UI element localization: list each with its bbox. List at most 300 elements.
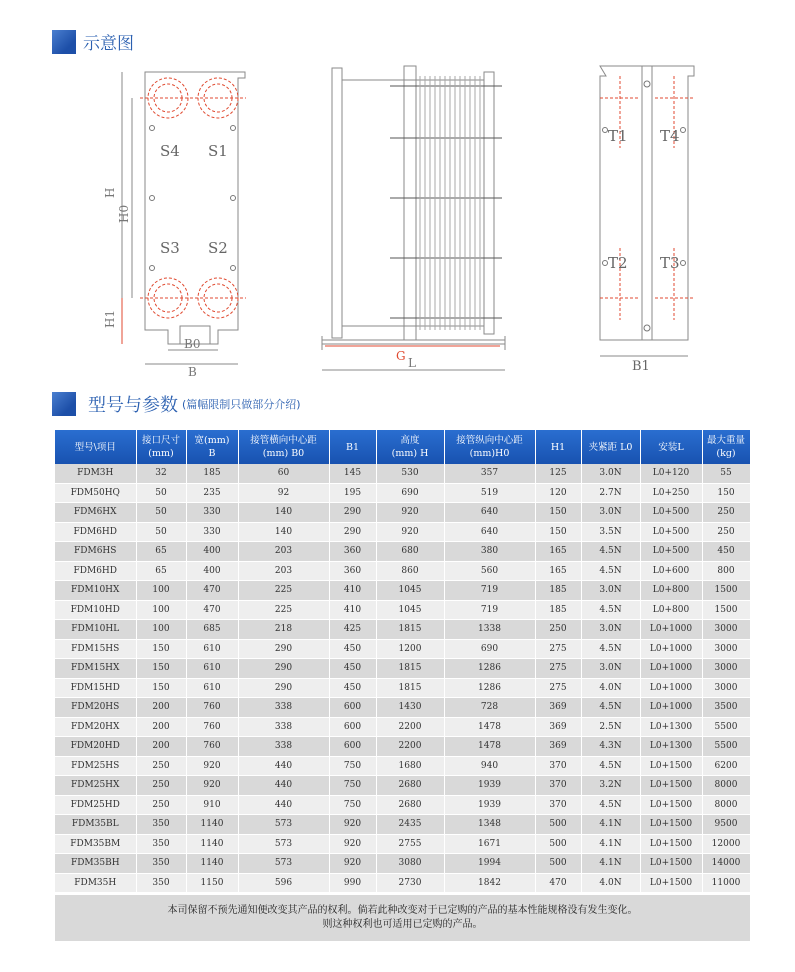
dim-label-l: L	[408, 356, 416, 370]
section-title-diagram: 示意图	[83, 34, 134, 54]
section-header-specs	[52, 391, 301, 417]
table-cell: 150	[702, 483, 750, 503]
table-cell: 1150	[186, 873, 238, 893]
table-cell: 250	[702, 503, 750, 523]
table-header-text: 最大重量	[706, 435, 745, 446]
table-cell: 640	[444, 522, 535, 542]
table-cell: 200	[136, 737, 186, 757]
table-cell: 3.0N	[581, 503, 640, 523]
table-cell: 195	[329, 483, 376, 503]
table-row	[55, 542, 750, 562]
table-header-cell	[55, 430, 136, 464]
table-cell: 3.2N	[581, 776, 640, 796]
table-cell: 1500	[702, 600, 750, 620]
table-cell: 560	[444, 561, 535, 581]
table-cell: 150	[136, 678, 186, 698]
table-cell: 920	[329, 854, 376, 874]
section-title-specs: 型号与参数	[88, 395, 178, 416]
port-label-s2: S2	[208, 239, 228, 257]
table-cell: 600	[329, 698, 376, 718]
table-cell: 275	[535, 678, 581, 698]
table-cell: 3.0N	[581, 620, 640, 640]
section-marker-icon	[52, 30, 76, 54]
table-header-cell	[238, 430, 329, 464]
table-cell: L0+1500	[640, 776, 702, 796]
table-cell: L0+250	[640, 483, 702, 503]
table-cell: L0+1500	[640, 756, 702, 776]
table-cell: 360	[329, 542, 376, 562]
table-cell: 690	[376, 483, 444, 503]
table-cell: 4.5N	[581, 795, 640, 815]
table-cell: L0+1000	[640, 620, 702, 640]
table-cell: 92	[238, 483, 329, 503]
dim-label-h: H	[103, 187, 117, 198]
table-row	[55, 873, 750, 893]
table-cell: FDM15HD	[55, 678, 136, 698]
table-cell: 1478	[444, 737, 535, 757]
table-cell: 4.5N	[581, 639, 640, 659]
table-cell: 1338	[444, 620, 535, 640]
table-cell: 185	[186, 464, 238, 483]
table-cell: 990	[329, 873, 376, 893]
table-cell: 338	[238, 698, 329, 718]
table-cell: 290	[238, 678, 329, 698]
table-cell: 5500	[702, 737, 750, 757]
table-row	[55, 854, 750, 874]
table-cell: 369	[535, 737, 581, 757]
table-cell: 596	[238, 873, 329, 893]
table-cell: 2.5N	[581, 717, 640, 737]
table-cell: L0+500	[640, 542, 702, 562]
table-cell: 1994	[444, 854, 535, 874]
table-cell: 573	[238, 854, 329, 874]
table-cell: 2200	[376, 717, 444, 737]
table-cell: 200	[136, 698, 186, 718]
table-header-cell	[640, 430, 702, 464]
table-cell: 920	[329, 815, 376, 835]
table-header-text: (mm) H	[391, 448, 429, 459]
table-cell: 920	[376, 522, 444, 542]
table-row	[55, 834, 750, 854]
port-label-t4: T4	[660, 127, 680, 145]
table-cell: 530	[376, 464, 444, 483]
front-view-diagram	[122, 72, 246, 364]
table-cell: FDM15HX	[55, 659, 136, 679]
table-cell: 100	[136, 581, 186, 601]
table-cell: L0+120	[640, 464, 702, 483]
table-cell: 369	[535, 717, 581, 737]
table-cell: 250	[136, 795, 186, 815]
table-row	[55, 717, 750, 737]
table-cell: 100	[136, 600, 186, 620]
table-cell: 4.5N	[581, 600, 640, 620]
table-cell: FDM6HX	[55, 503, 136, 523]
table-cell: 728	[444, 698, 535, 718]
table-cell: 218	[238, 620, 329, 640]
table-cell: 290	[238, 659, 329, 679]
table-cell: L0+800	[640, 581, 702, 601]
dim-label-b1: B1	[632, 359, 650, 374]
table-cell: 3080	[376, 854, 444, 874]
table-header-text: 高度	[400, 435, 420, 446]
table-cell: FDM35BM	[55, 834, 136, 854]
table-cell: 685	[186, 620, 238, 640]
table-cell: 150	[535, 522, 581, 542]
table-cell: 350	[136, 854, 186, 874]
table-cell: 860	[376, 561, 444, 581]
table-cell: 450	[329, 639, 376, 659]
table-cell: 370	[535, 756, 581, 776]
port-label-s1: S1	[208, 142, 228, 160]
table-cell: 338	[238, 717, 329, 737]
table-cell: 920	[329, 834, 376, 854]
table-cell: 600	[329, 717, 376, 737]
table-cell: 8000	[702, 795, 750, 815]
table-cell: 3000	[702, 678, 750, 698]
table-cell: L0+1500	[640, 795, 702, 815]
table-cell: L0+1500	[640, 873, 702, 893]
table-cell: 719	[444, 581, 535, 601]
table-cell: 50	[136, 522, 186, 542]
table-cell: FDM25HX	[55, 776, 136, 796]
table-row	[55, 659, 750, 679]
table-row	[55, 795, 750, 815]
table-cell: 470	[186, 600, 238, 620]
table-row	[55, 756, 750, 776]
table-cell: L0+1000	[640, 659, 702, 679]
table-header-text: (mm) B0	[262, 448, 305, 459]
table-cell: 1286	[444, 659, 535, 679]
table-row	[55, 620, 750, 640]
table-cell: 165	[535, 561, 581, 581]
table-cell: 1815	[376, 678, 444, 698]
table-header-cell	[376, 430, 444, 464]
table-cell: 4.1N	[581, 815, 640, 835]
table-header-cell	[186, 430, 238, 464]
dim-label-g: G	[396, 349, 406, 363]
table-cell: 380	[444, 542, 535, 562]
table-cell: 330	[186, 503, 238, 523]
table-cell: L0+500	[640, 503, 702, 523]
table-cell: 440	[238, 756, 329, 776]
table-cell: 250	[136, 776, 186, 796]
table-cell: 140	[238, 522, 329, 542]
table-header-cell	[581, 430, 640, 464]
table-cell: L0+1500	[640, 834, 702, 854]
dim-label-h0: H0	[117, 204, 131, 223]
table-cell: 11000	[702, 873, 750, 893]
table-cell: 185	[535, 581, 581, 601]
table-cell: 1200	[376, 639, 444, 659]
table-cell: 4.5N	[581, 756, 640, 776]
port-label-t3: T3	[660, 254, 680, 272]
table-cell: 235	[186, 483, 238, 503]
table-cell: 2680	[376, 776, 444, 796]
table-cell: 440	[238, 795, 329, 815]
disclaimer-line-1: 本司保留不预先通知便改变其产品的权利。倘若此种改变对于已定购的产品的基本性能规格没有发生变化。	[167, 905, 638, 916]
table-row	[55, 678, 750, 698]
table-cell: 440	[238, 776, 329, 796]
table-cell: 600	[329, 737, 376, 757]
table-cell: FDM6HS	[55, 542, 136, 562]
table-cell: 760	[186, 737, 238, 757]
table-cell: 203	[238, 561, 329, 581]
table-cell: 800	[702, 561, 750, 581]
table-cell: 719	[444, 600, 535, 620]
table-cell: 410	[329, 581, 376, 601]
table-header-text: 宽(mm)	[194, 435, 230, 446]
table-cell: L0+800	[640, 600, 702, 620]
table-cell: 1815	[376, 620, 444, 640]
table-cell: 500	[535, 815, 581, 835]
table-cell: 60	[238, 464, 329, 483]
table-cell: 200	[136, 717, 186, 737]
table-row	[55, 737, 750, 757]
table-cell: 250	[535, 620, 581, 640]
table-cell: 1140	[186, 815, 238, 835]
table-row	[55, 581, 750, 601]
table-header-text: (kg)	[716, 448, 736, 459]
table-cell: 50	[136, 483, 186, 503]
table-cell: L0+1300	[640, 737, 702, 757]
table-cell: 4.0N	[581, 678, 640, 698]
table-cell: L0+1000	[640, 639, 702, 659]
table-cell: FDM10HX	[55, 581, 136, 601]
port-label-t1: T1	[608, 127, 628, 145]
table-header-text: 型号\项目	[74, 441, 116, 453]
table-header-text: B1	[345, 441, 360, 453]
table-cell: 640	[444, 503, 535, 523]
table-cell: 450	[329, 678, 376, 698]
table-cell: 920	[186, 776, 238, 796]
table-cell: 150	[535, 503, 581, 523]
table-cell: FDM20HD	[55, 737, 136, 757]
table-cell: 1500	[702, 581, 750, 601]
table-cell: FDM35H	[55, 873, 136, 893]
table-cell: 1478	[444, 717, 535, 737]
table-row	[55, 600, 750, 620]
table-cell: 760	[186, 698, 238, 718]
table-cell: 1045	[376, 600, 444, 620]
port-label-t2: T2	[608, 254, 628, 272]
table-cell: 125	[535, 464, 581, 483]
table-cell: 519	[444, 483, 535, 503]
table-cell: 450	[329, 659, 376, 679]
table-cell: 350	[136, 873, 186, 893]
table-cell: 65	[136, 542, 186, 562]
table-cell: 5500	[702, 717, 750, 737]
table-cell: 4.5N	[581, 542, 640, 562]
table-cell: 150	[136, 639, 186, 659]
table-header-text: (mm)H0	[469, 448, 510, 459]
table-cell: 65	[136, 561, 186, 581]
table-cell: FDM20HX	[55, 717, 136, 737]
table-header-text: H1	[550, 441, 566, 453]
table-cell: 32	[136, 464, 186, 483]
table-row	[55, 561, 750, 581]
dim-label-b0: B0	[184, 337, 201, 351]
table-cell: 120	[535, 483, 581, 503]
table-header-cell	[702, 430, 750, 464]
table-cell: 369	[535, 698, 581, 718]
table-cell: 4.3N	[581, 737, 640, 757]
back-view-diagram	[600, 66, 694, 356]
table-cell: 940	[444, 756, 535, 776]
table-cell: 145	[329, 464, 376, 483]
table-cell: 165	[535, 542, 581, 562]
table-cell: L0+1500	[640, 815, 702, 835]
table-cell: 150	[136, 659, 186, 679]
table-cell: 357	[444, 464, 535, 483]
table-cell: FDM6HD	[55, 522, 136, 542]
table-cell: 50	[136, 503, 186, 523]
section-header-diagram	[52, 29, 134, 54]
table-header-cell	[136, 430, 186, 464]
table-cell: 275	[535, 639, 581, 659]
table-cell: 185	[535, 600, 581, 620]
table-cell: L0+500	[640, 522, 702, 542]
table-cell: 3500	[702, 698, 750, 718]
table-cell: 250	[702, 522, 750, 542]
table-cell: 290	[329, 503, 376, 523]
table-cell: 2.7N	[581, 483, 640, 503]
table-cell: FDM35BH	[55, 854, 136, 874]
table-cell: 1348	[444, 815, 535, 835]
table-row	[55, 522, 750, 542]
table-row	[55, 698, 750, 718]
table-cell: 610	[186, 639, 238, 659]
table-cell: L0+1500	[640, 854, 702, 874]
table-cell: 1286	[444, 678, 535, 698]
table-cell: FDM50HQ	[55, 483, 136, 503]
table-cell: FDM15HS	[55, 639, 136, 659]
table-cell: 470	[186, 581, 238, 601]
table-cell: 2680	[376, 795, 444, 815]
table-cell: 1939	[444, 795, 535, 815]
dim-label-b: B	[188, 365, 197, 379]
table-cell: 14000	[702, 854, 750, 874]
section-marker-icon	[52, 392, 76, 416]
table-cell: 250	[136, 756, 186, 776]
table-cell: 910	[186, 795, 238, 815]
dim-label-h1: H1	[103, 309, 117, 328]
table-cell: 3000	[702, 659, 750, 679]
table-cell: 1815	[376, 659, 444, 679]
table-cell: 1045	[376, 581, 444, 601]
table-row	[55, 503, 750, 523]
table-cell: 3000	[702, 620, 750, 640]
table-row	[55, 776, 750, 796]
table-cell: 690	[444, 639, 535, 659]
table-cell: 1842	[444, 873, 535, 893]
table-cell: 2200	[376, 737, 444, 757]
table-row	[55, 639, 750, 659]
table-cell: FDM25HS	[55, 756, 136, 776]
table-cell: 338	[238, 737, 329, 757]
table-cell: 225	[238, 581, 329, 601]
table-cell: 1140	[186, 854, 238, 874]
table-cell: 573	[238, 834, 329, 854]
table-cell: 350	[136, 834, 186, 854]
table-cell: 4.5N	[581, 561, 640, 581]
table-cell: 275	[535, 659, 581, 679]
table-cell: 1671	[444, 834, 535, 854]
table-cell: 610	[186, 659, 238, 679]
table-cell: 425	[329, 620, 376, 640]
table-cell: 1140	[186, 834, 238, 854]
table-header-cell	[535, 430, 581, 464]
table-header-text: 接管横向中心距	[250, 435, 317, 446]
table-cell: 450	[702, 542, 750, 562]
table-cell: 9500	[702, 815, 750, 835]
table-cell: FDM10HL	[55, 620, 136, 640]
side-view-diagram	[322, 66, 505, 370]
table-cell: 2435	[376, 815, 444, 835]
table-cell: 750	[329, 756, 376, 776]
table-cell: FDM3H	[55, 464, 136, 483]
table-cell: 8000	[702, 776, 750, 796]
table-cell: 2755	[376, 834, 444, 854]
table-cell: 4.5N	[581, 698, 640, 718]
table-cell: 1939	[444, 776, 535, 796]
table-cell: 290	[238, 639, 329, 659]
table-cell: 350	[136, 815, 186, 835]
table-cell: 203	[238, 542, 329, 562]
table-header-text: 安装L	[658, 441, 684, 453]
table-cell: 3.5N	[581, 522, 640, 542]
table-cell: 225	[238, 600, 329, 620]
table-cell: 400	[186, 542, 238, 562]
section-note-specs: (篇幅限制只做部分介绍)	[182, 398, 301, 411]
table-cell: FDM20HS	[55, 698, 136, 718]
table-cell: 55	[702, 464, 750, 483]
table-row	[55, 464, 750, 483]
table-cell: 370	[535, 795, 581, 815]
table-cell: 1680	[376, 756, 444, 776]
table-cell: 4.1N	[581, 834, 640, 854]
disclaimer-footer	[55, 895, 750, 941]
table-cell: 140	[238, 503, 329, 523]
table-header-text: 接管纵向中心距	[456, 435, 523, 446]
table-header-text: (mm)	[148, 448, 174, 459]
spec-table	[55, 430, 751, 893]
table-header-text: B	[208, 448, 216, 459]
table-header-text: 夹紧距 L0	[588, 441, 633, 453]
table-cell: 3.0N	[581, 659, 640, 679]
table-cell: 290	[329, 522, 376, 542]
table-header-text: 接口尺寸	[141, 435, 180, 446]
table-header-cell	[444, 430, 535, 464]
table-cell: 400	[186, 561, 238, 581]
table-row	[55, 815, 750, 835]
table-cell: 500	[535, 854, 581, 874]
table-cell: 610	[186, 678, 238, 698]
table-cell: 4.1N	[581, 854, 640, 874]
port-label-s4: S4	[160, 142, 180, 160]
table-cell: 3.0N	[581, 581, 640, 601]
table-cell: 573	[238, 815, 329, 835]
table-cell: L0+1000	[640, 698, 702, 718]
table-cell: 750	[329, 795, 376, 815]
table-cell: FDM25HD	[55, 795, 136, 815]
table-cell: 500	[535, 834, 581, 854]
table-cell: 12000	[702, 834, 750, 854]
table-cell: 470	[535, 873, 581, 893]
table-cell: 4.0N	[581, 873, 640, 893]
table-cell: 750	[329, 776, 376, 796]
table-header-cell	[329, 430, 376, 464]
schematic-diagrams	[100, 58, 720, 383]
